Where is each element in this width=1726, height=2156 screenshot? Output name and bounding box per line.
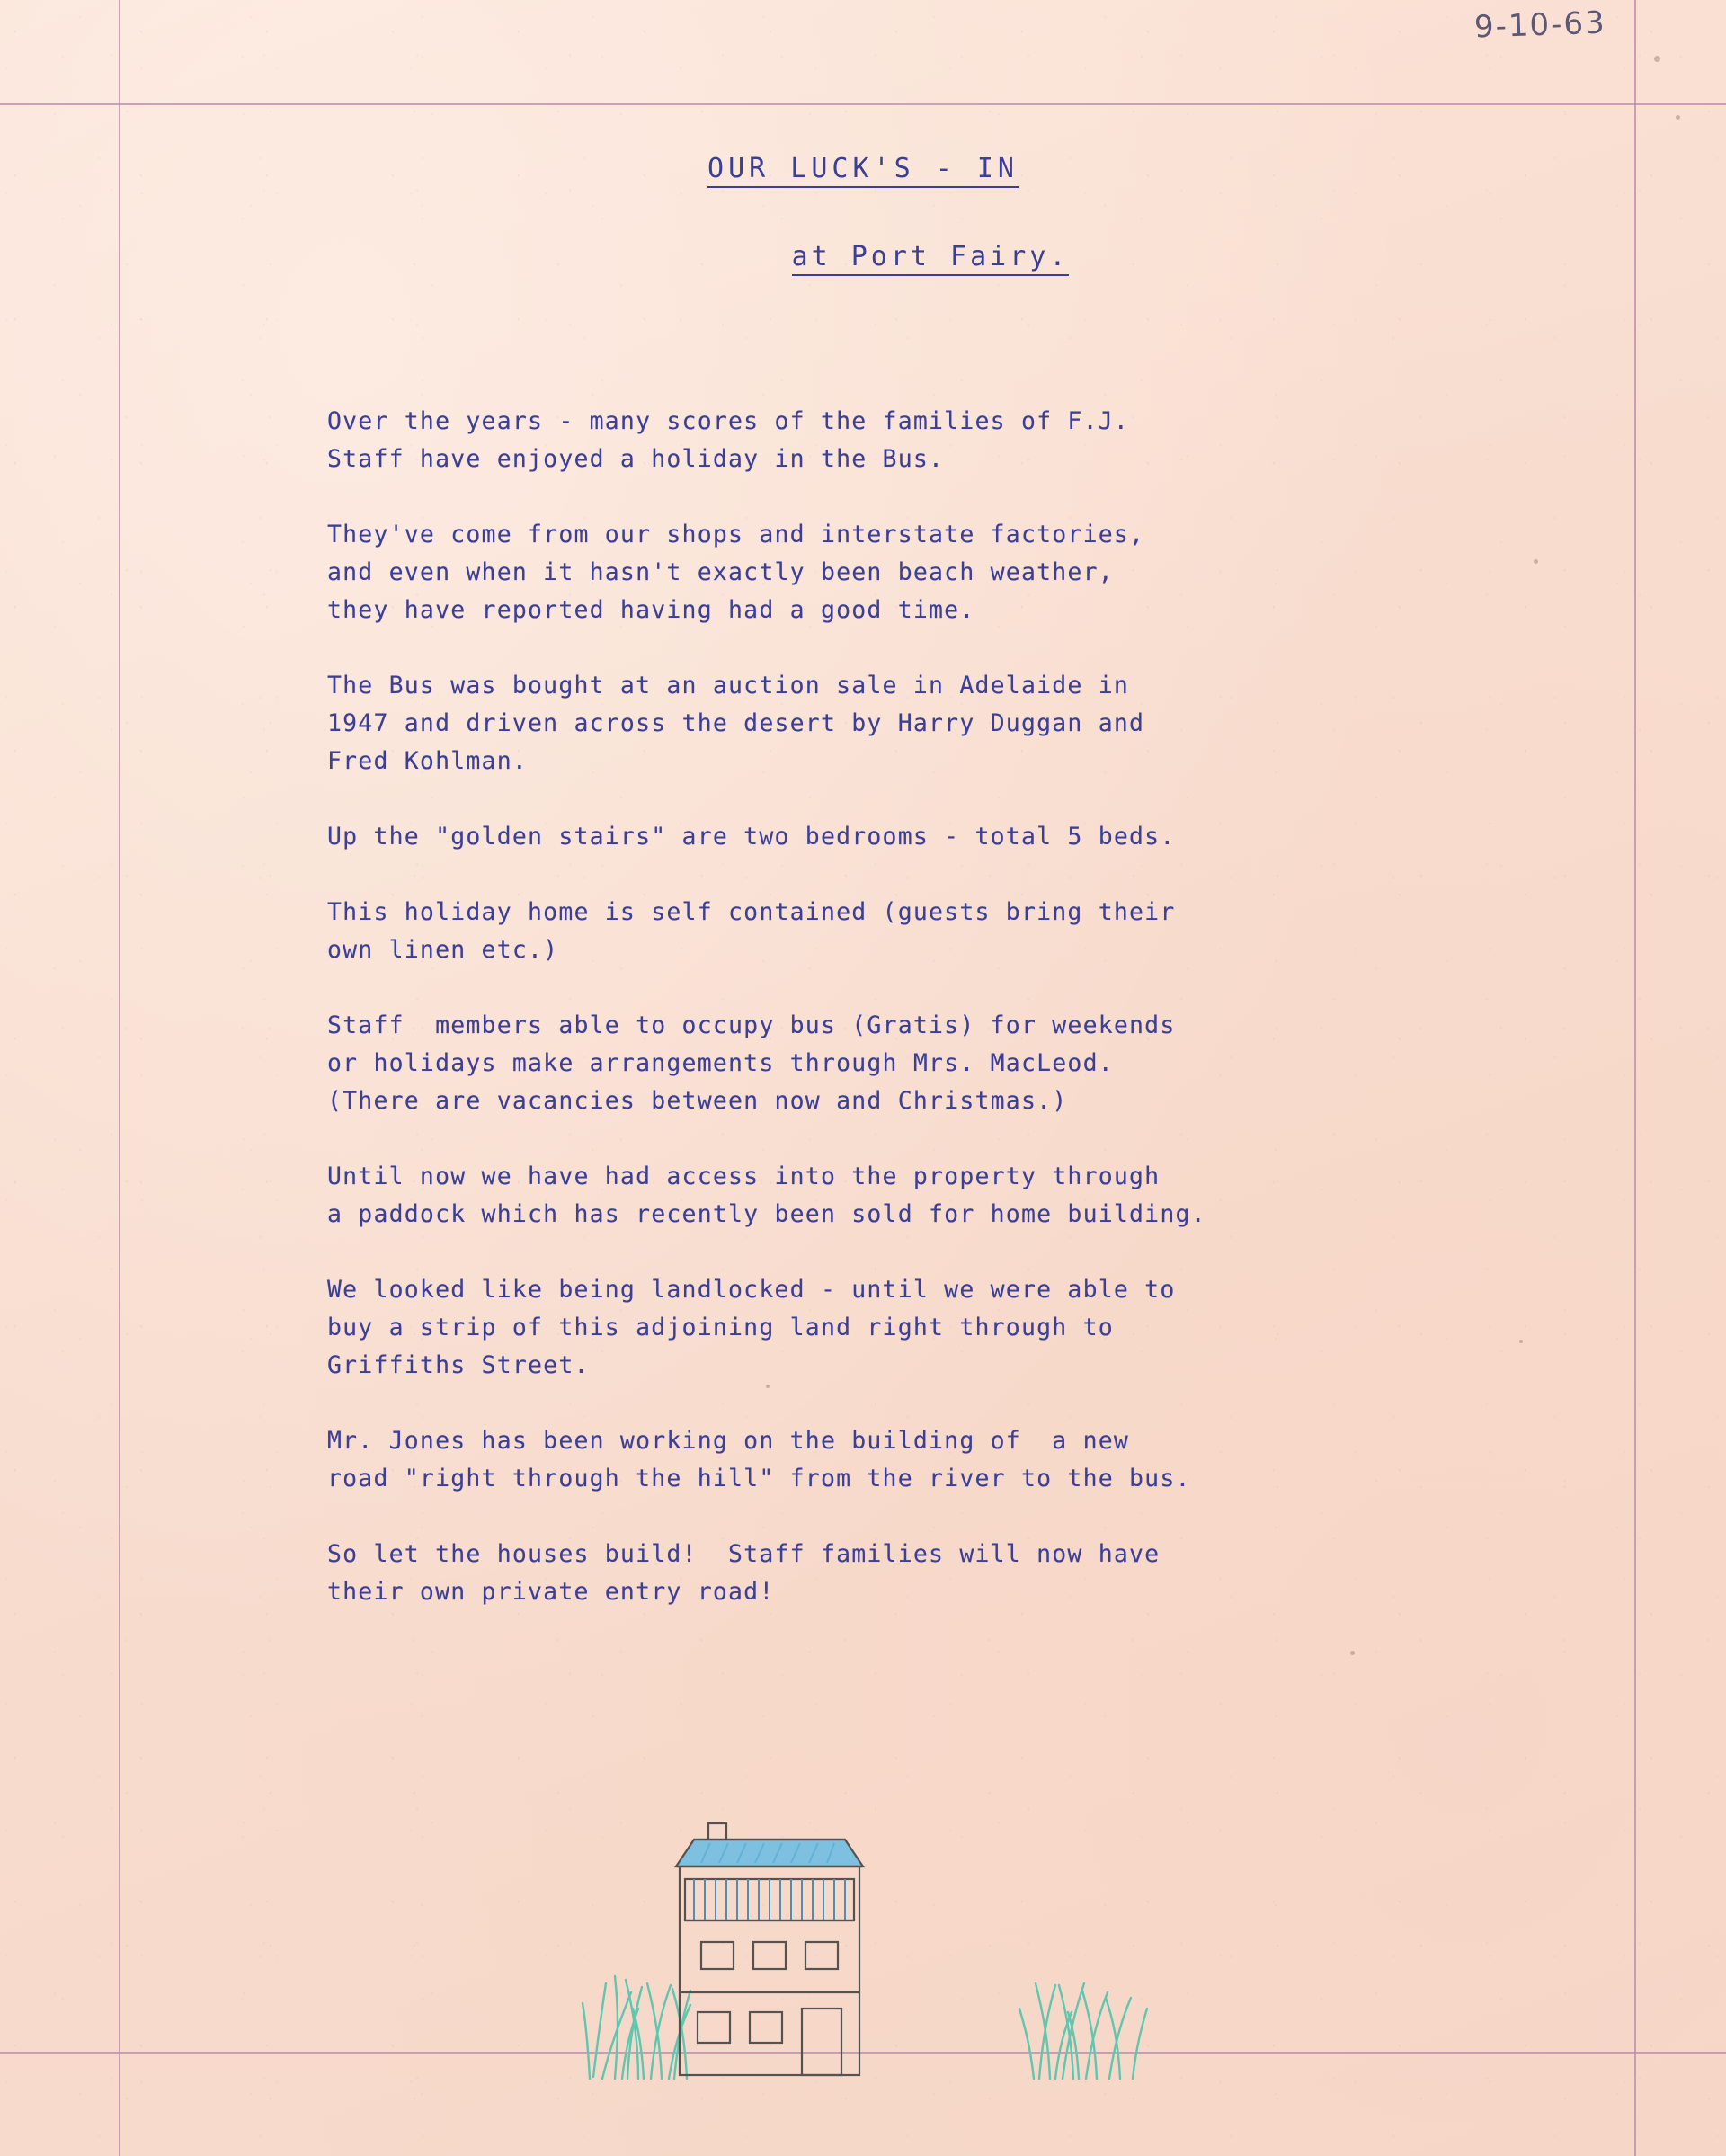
window-lower-1 xyxy=(698,2012,730,2043)
paragraph: This holiday home is self contained (guests bring their own linen etc.) xyxy=(327,898,1176,964)
paper-fleck xyxy=(1350,1651,1355,1655)
paper-fleck xyxy=(1534,559,1538,564)
house-sketch-svg xyxy=(575,1816,1151,2086)
paragraph: Until now we have had access into the property through a paddock which has recently been sold for home building. xyxy=(327,1163,1206,1228)
paragraph: Mr. Jones has been working on the building of a new road "right through the hill" from the river to the bus. xyxy=(327,1427,1191,1492)
paper-fleck xyxy=(1654,56,1660,62)
page-title: OUR LUCK'S - IN xyxy=(707,153,1019,188)
awning-stripes xyxy=(694,1879,845,1920)
margin-rule-top xyxy=(0,103,1726,105)
document-title-row xyxy=(0,153,1726,188)
paragraph: They've come from our shops and interstate factories, and even when it hasn't exactly been beach weather, they have reported having had a good time. xyxy=(327,521,1145,624)
paper-fleck xyxy=(1519,1340,1523,1343)
front-door xyxy=(802,2009,841,2075)
paragraph: Over the years - many scores of the families of F.J. Staff have enjoyed a holiday in the Bus. xyxy=(327,407,1130,473)
paragraph: Staff members able to occupy bus (Gratis) for weekends or holidays make arrangements through Mrs. MacLeod. (There are vacancies between now and Christmas.) xyxy=(327,1011,1176,1115)
paragraph: We looked like being landlocked - until we were able to buy a strip of this adjoining land right through to Griffiths Street. xyxy=(327,1276,1176,1379)
handwritten-date: 9-10-63 xyxy=(1473,4,1607,46)
window-lower-2 xyxy=(750,2012,782,2043)
window-upper-1 xyxy=(701,1942,734,1969)
body-text xyxy=(327,403,1496,1649)
paragraph: So let the houses build! Staff families will now have their own private entry road! xyxy=(327,1540,1161,1606)
document-subtitle-row xyxy=(0,241,1726,276)
house-sketch-illustration xyxy=(575,1816,1151,2086)
page-subtitle: at Port Fairy. xyxy=(792,241,1070,276)
grass-left-icon xyxy=(583,1976,690,2079)
house-body xyxy=(676,1823,863,2075)
paper-fleck xyxy=(1676,115,1680,120)
margin-rule-right xyxy=(1634,0,1636,2156)
paragraph: The Bus was bought at an auction sale in Adelaide in 1947 and driven across the desert by Harry Duggan and Fred Kohlman. xyxy=(327,672,1145,775)
paragraph: Up the "golden stairs" are two bedrooms - total 5 beds. xyxy=(327,823,1176,851)
window-upper-3 xyxy=(805,1942,838,1969)
margin-rule-left xyxy=(119,0,120,2156)
window-upper-2 xyxy=(753,1942,786,1969)
grass-right-icon xyxy=(1019,1983,1147,2079)
